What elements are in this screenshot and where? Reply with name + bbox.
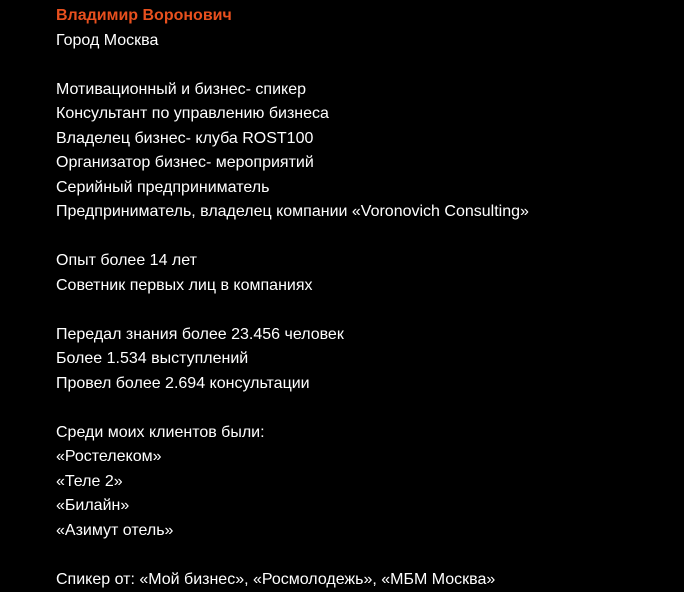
achievement-item: Провел более 2.694 консультации xyxy=(56,374,310,392)
spacer xyxy=(56,543,676,568)
experience-list xyxy=(56,249,676,298)
role-item: Серийный предприниматель xyxy=(56,178,270,196)
spacer xyxy=(56,298,676,323)
achievement-item: Более 1.534 выступлений xyxy=(56,350,249,367)
city: Город Москва xyxy=(56,31,159,49)
clients-heading: Среди моих клиентов были: xyxy=(56,423,265,441)
client-item: «Билайн» xyxy=(56,497,130,514)
spacer xyxy=(56,53,676,78)
spacer xyxy=(56,225,676,250)
client-item: «Ростелеком» xyxy=(56,448,162,465)
spacer xyxy=(56,396,676,421)
speaker-name: Владимир Воронович xyxy=(56,7,232,24)
speaker-from: Спикер от: «Мой бизнес», «Росмолодежь», «МБМ Москва» xyxy=(56,570,496,588)
experience-item: Советник первых лиц в компаниях xyxy=(56,276,313,294)
role-item: Владелец бизнес- клуба ROST100 xyxy=(56,129,314,147)
role-item: Предприниматель, владелец компании «Voronovich Consulting» xyxy=(56,203,529,220)
role-item: Мотивационный и бизнес- спикер xyxy=(56,80,306,98)
client-item: «Азимут отель» xyxy=(56,521,174,539)
bio-document xyxy=(56,4,676,592)
role-item: Консультант по управлению бизнеса xyxy=(56,105,329,122)
roles-list xyxy=(56,78,676,225)
clients-list xyxy=(56,421,676,544)
role-item: Организатор бизнес- мероприятий xyxy=(56,154,314,171)
experience-item: Опыт более 14 лет xyxy=(56,252,197,269)
client-item: «Теле 2» xyxy=(56,472,123,490)
achievement-item: Передал знания более 23.456 человек xyxy=(56,325,344,343)
achievements-list xyxy=(56,323,676,397)
